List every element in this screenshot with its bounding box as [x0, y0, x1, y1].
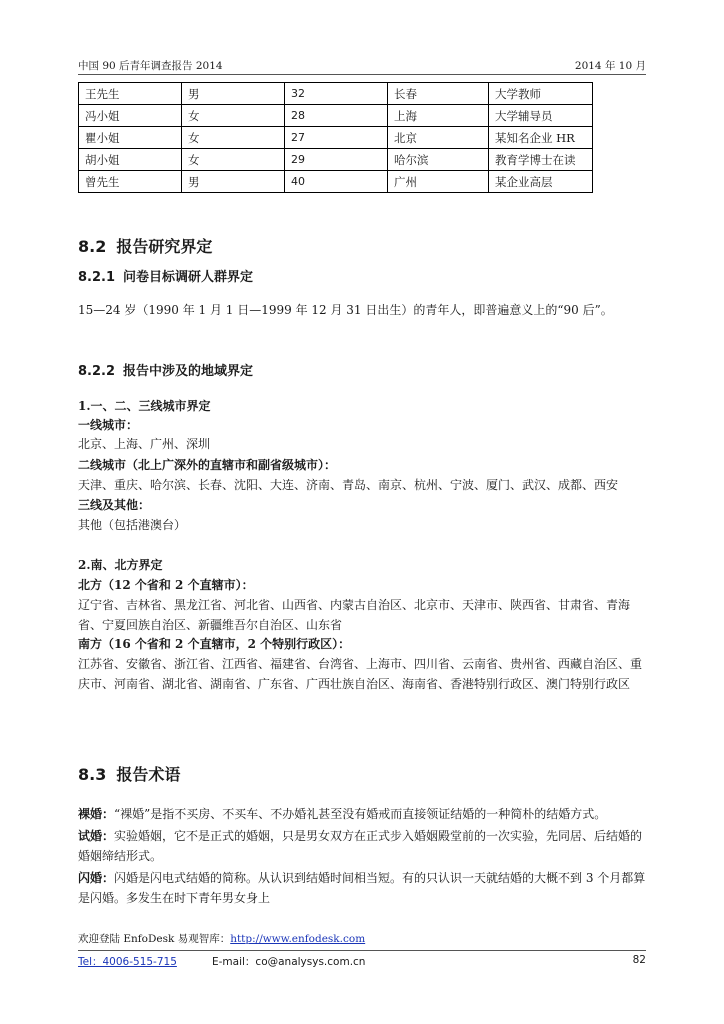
table-cell: 曾先生 [79, 171, 182, 193]
table-row [79, 127, 593, 149]
table-cell: 胡小姐 [79, 149, 182, 171]
table-cell: 某知名企业 HR [489, 127, 593, 149]
south-text: 江苏省、安徽省、浙江省、江西省、福建省、台湾省、上海市、四川省、云南省、贵州省、西藏自治区、重庆市、河南省、湖北省、湖南省、广东省、广西壮族自治区、海南省、香港特别行政区、澳门特别行政区 [78, 657, 643, 691]
table-cell: 哈尔滨 [388, 149, 489, 171]
table-row [79, 105, 593, 127]
tier3-label: 三线及其他： [78, 498, 151, 512]
section-number: 8.2.2 [78, 364, 116, 379]
term-definition: 实验婚姻，它不是正式的婚姻，只是男女双方在正式步入婚姻殿堂前的一次实验，先同居、后结婚的婚姻缔结形式。 [78, 829, 643, 863]
section-heading-8-2-1 [78, 266, 253, 285]
table-cell: 男 [182, 83, 285, 105]
footer-website-line [78, 931, 365, 946]
table-cell: 男 [182, 171, 285, 193]
tier1-label: 一线城市： [78, 418, 139, 432]
term-label: 裸婚： [78, 807, 115, 821]
table-cell: 某企业高层 [489, 171, 593, 193]
table-row [79, 149, 593, 171]
table-cell: 29 [285, 149, 388, 171]
section-heading-8-2 [78, 234, 212, 257]
table-cell: 瞿小姐 [79, 127, 182, 149]
north-label: 北方（12 个省和 2 个直辖市）： [78, 578, 254, 592]
table-cell: 冯小姐 [79, 105, 182, 127]
table-cell: 大学教师 [489, 83, 593, 105]
footer-website-link[interactable]: http://www.enfodesk.com [230, 933, 366, 945]
table-cell: 北京 [388, 127, 489, 149]
tier2-label: 二线城市（北上广深外的直辖市和副省级城市）： [78, 458, 337, 472]
group-title-north-south: 2.南、北方界定 [78, 558, 163, 572]
section-heading-8-3 [78, 762, 180, 785]
section-number: 8.2.1 [78, 270, 116, 285]
section-title: 问卷目标调研人群界定 [123, 270, 254, 285]
page-number: 82 [632, 954, 646, 966]
table-cell: 28 [285, 105, 388, 127]
term-definition: “裸婚”是指不买房、不买车、不办婚礼甚至没有婚戒而直接领证结婚的一种简朴的结婚方式。 [114, 807, 607, 821]
table-cell: 32 [285, 83, 388, 105]
term-naked-marriage [78, 804, 648, 824]
table-cell: 女 [182, 105, 285, 127]
table-cell: 长春 [388, 83, 489, 105]
page-header [78, 58, 646, 75]
table-row [79, 83, 593, 105]
paragraph-age-range: 15—24 岁（1990 年 1 月 1 日—1999 年 12 月 31 日出生）的青年人，即普遍意义上的“90 后”。 [78, 303, 613, 317]
tier3-text: 其他（包括港澳台） [78, 518, 187, 532]
term-label: 试婚： [78, 829, 115, 843]
footer-email: E-mail：co@analysys.com.cn [212, 956, 366, 968]
section-title: 报告研究界定 [116, 237, 213, 256]
south-label: 南方（16 个省和 2 个直辖市，2 个特别行政区）： [78, 637, 351, 651]
footer-phone-link[interactable]: Tel：4006-515-715 [78, 956, 177, 968]
tier1-text: 北京、上海、广州、深圳 [78, 437, 211, 451]
north-text: 辽宁省、吉林省、黑龙江省、河北省、山西省、内蒙古自治区、北京市、天津市、陕西省、甘肃省、青海省、宁夏回族自治区、新疆维吾尔自治区、山东省 [78, 598, 631, 632]
header-date: 2014 年 10 月 [574, 60, 646, 72]
table-cell: 王先生 [79, 83, 182, 105]
interviewee-table [78, 82, 593, 193]
section-number: 8.2 [78, 237, 107, 256]
term-label: 闪婚： [78, 871, 115, 885]
table-row [79, 171, 593, 193]
table-cell: 女 [182, 127, 285, 149]
table-cell: 上海 [388, 105, 489, 127]
table-cell: 教育学博士在读 [489, 149, 593, 171]
table-cell: 27 [285, 127, 388, 149]
term-trial-marriage [78, 826, 648, 866]
section-title: 报告术语 [116, 765, 181, 784]
table-cell: 40 [285, 171, 388, 193]
table-cell: 女 [182, 149, 285, 171]
table-cell: 大学辅导员 [489, 105, 593, 127]
section-heading-8-2-2 [78, 360, 253, 379]
header-title: 中国 90 后青年调查报告 2014 [78, 60, 223, 72]
term-definition: 闪婚是闪电式结婚的简称。从认识到结婚时间相当短。有的只认识一天就结婚的大概不到 3 个月都算是闪婚。多发生在时下青年男女身上 [78, 871, 646, 905]
section-title: 报告中涉及的地域界定 [123, 364, 254, 379]
group-title-city-tiers: 1.一、二、三线城市界定 [78, 399, 211, 413]
term-flash-marriage [78, 868, 648, 908]
section-number: 8.3 [78, 765, 107, 784]
footer-welcome-text: 欢迎登陆 EnfoDesk 易观智库： [78, 933, 231, 945]
table-cell: 广州 [388, 171, 489, 193]
tier2-text: 天津、重庆、哈尔滨、长春、沈阳、大连、济南、青岛、南京、杭州、宁波、厦门、武汉、成都、西安 [78, 478, 619, 492]
footer-contact-line [78, 950, 646, 970]
